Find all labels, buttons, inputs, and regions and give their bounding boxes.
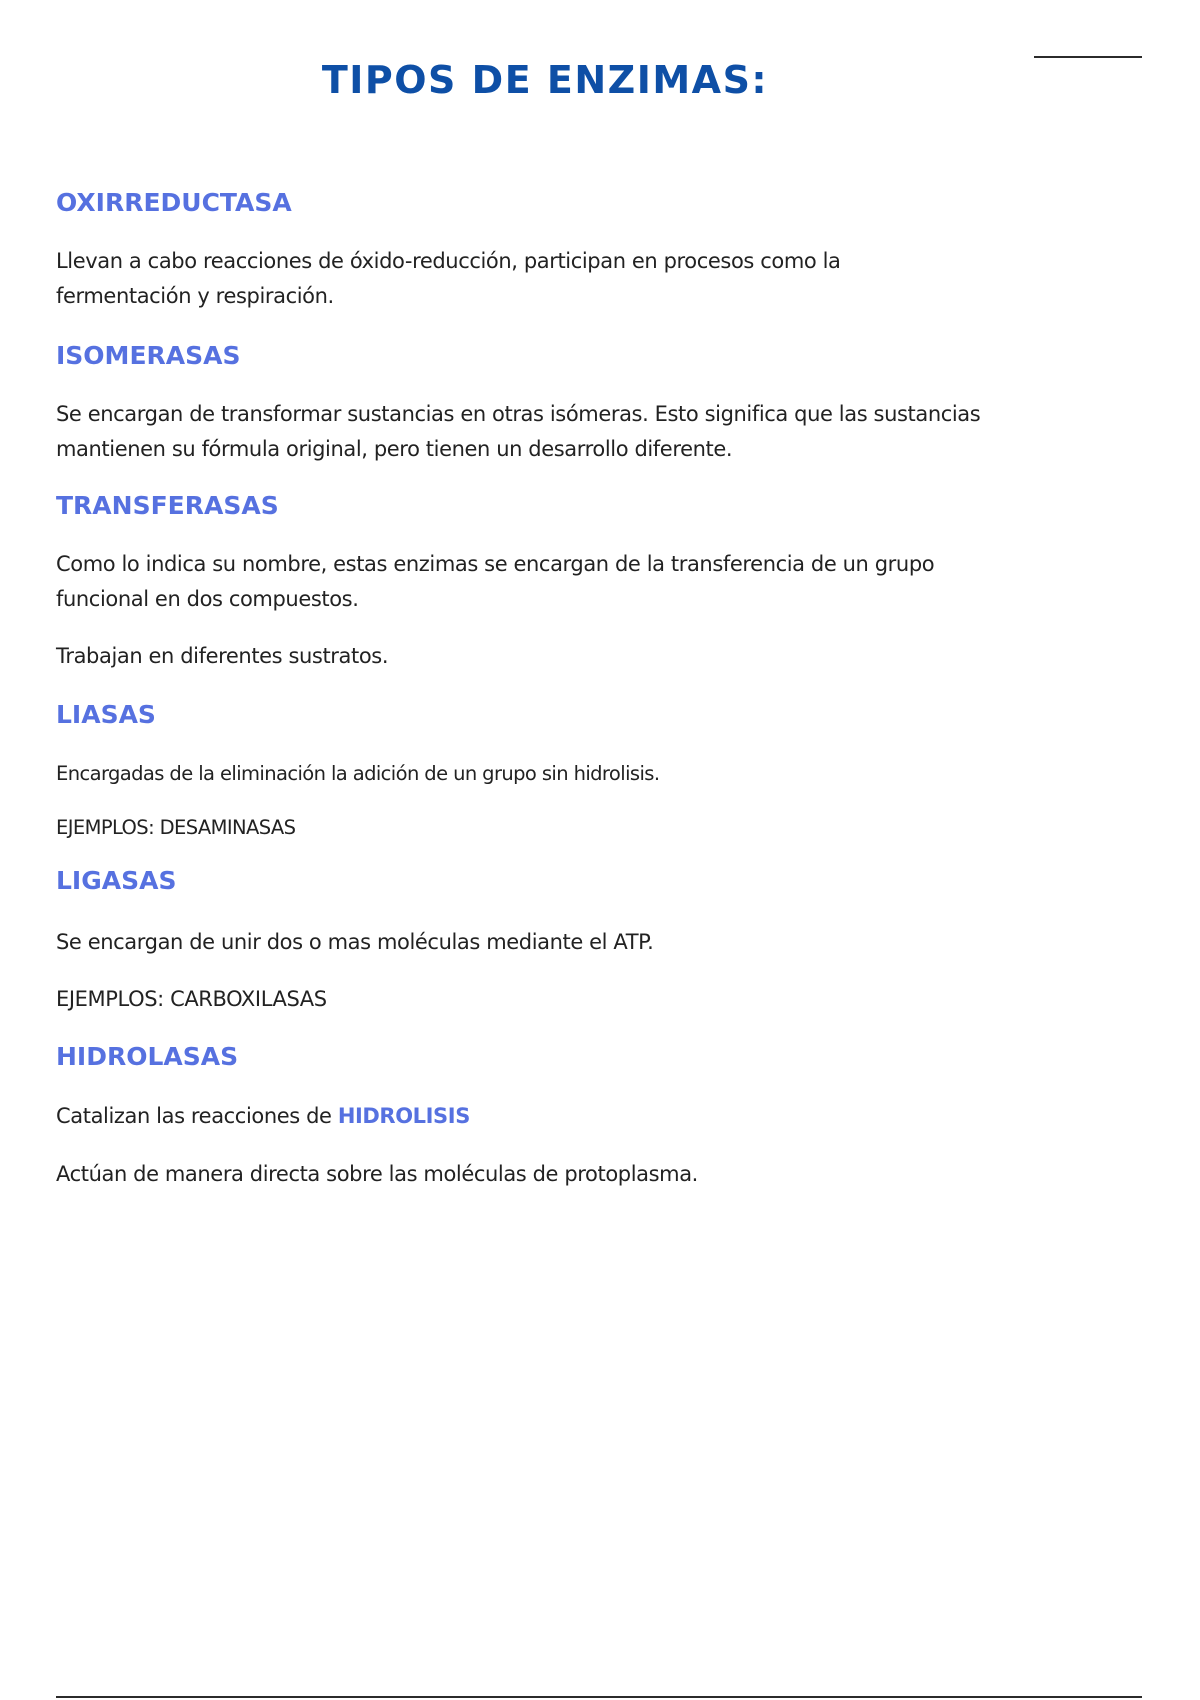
section-text-hidrolasas xyxy=(56,1099,1056,1134)
section-text-hidrolasas-lead: Catalizan las reacciones de xyxy=(56,1104,338,1128)
section-text-ligasas: Se encargan de unir dos o mas moléculas mediante el ATP. xyxy=(56,930,654,954)
section-heading-oxirreductasa: OXIRREDUCTASA xyxy=(56,188,292,217)
section-heading-transferasas: TRANSFERASAS xyxy=(56,491,279,520)
section-heading-hidrolasas: HIDROLASAS xyxy=(56,1042,239,1071)
section-text-isomerasas: Se encargan de transformar sustancias en otras isómeras. Esto significa que las sustancias mantienen su fórmula original, pero tienen un desarrollo diferente. xyxy=(56,402,981,461)
section-heading-liasas: LIASAS xyxy=(56,700,156,729)
section-heading-isomerasas: ISOMERASAS xyxy=(56,341,241,370)
section-example-liasas: EJEMPLOS: DESAMINASAS xyxy=(56,816,296,839)
section-text-hidrolasas-2: Actúan de manera directa sobre las moléculas de protoplasma. xyxy=(56,1162,698,1186)
section-text-transferasas: Como lo indica su nombre, estas enzimas se encargan de la transferencia de un grupo funcional en dos compuestos. xyxy=(56,552,935,611)
page-title: TIPOS DE ENZIMAS: xyxy=(321,58,769,102)
section-text-oxirreductasa: Llevan a cabo reacciones de óxido-reducción, participan en procesos como la fermentación y respiración. xyxy=(56,249,841,308)
hidrolisis-highlight: HIDROLISIS xyxy=(337,1104,470,1128)
section-example-ligasas: EJEMPLOS: CARBOXILASAS xyxy=(56,987,327,1011)
section-text-liasas: Encargadas de la eliminación la adición de un grupo sin hidrolisis. xyxy=(56,762,660,785)
bottom-rule xyxy=(56,1696,1142,1698)
section-text-transferasas-2: Trabajan en diferentes sustratos. xyxy=(56,644,389,668)
section-heading-ligasas: LIGASAS xyxy=(56,866,177,895)
